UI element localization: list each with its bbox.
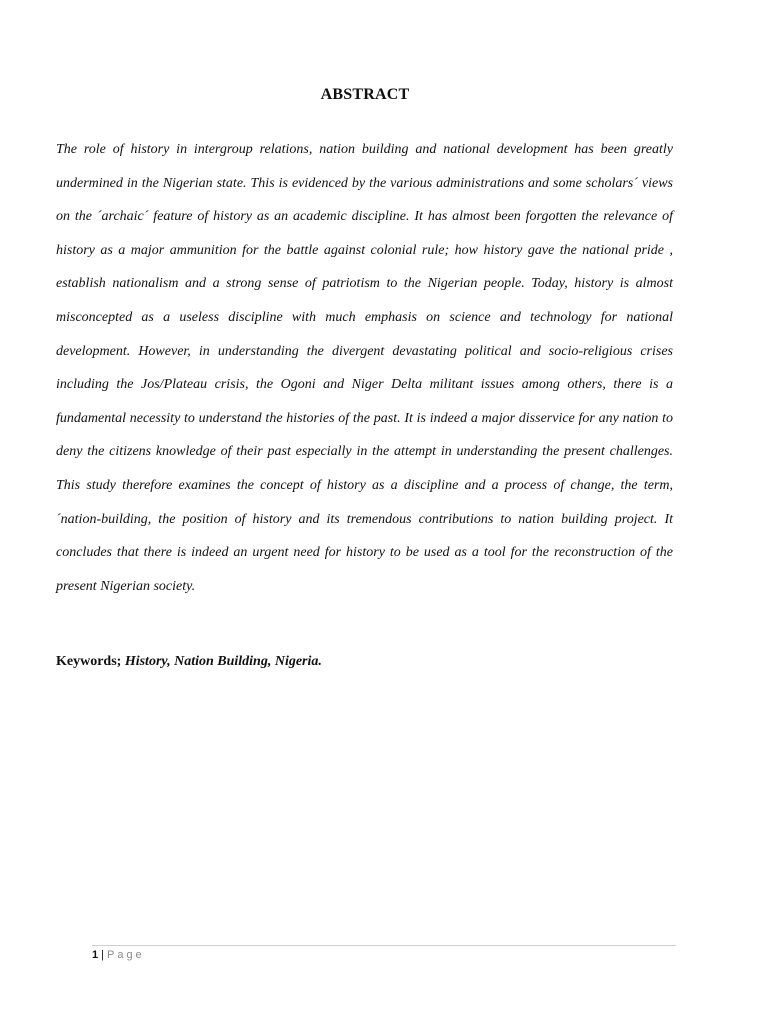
footer-divider [92,945,676,946]
page-label: Page [106,949,145,961]
keywords-line [56,654,673,670]
keywords-values: History, Nation Building, Nigeria. [124,654,322,669]
abstract-body: The role of history in intergroup relations, nation building and national development has been greatly undermined in the Nigerian state. This is evidenced by the various administrations and some scholars´ views on the ´archaic´ feature of history as an academic discipline. It has almost been forgotten the relevance of history as a major ammunition for the battle against colonial rule; how history gave the national pride , establish nationalism and a strong sense of patriotism to the Nigerian people. Today, history is almost misconcepted as a useless discipline with much emphasis on science and technology for national development. However, in understanding the divergent devastating political and socio-religious crises including the Jos/Plateau crisis, the Ogoni and Niger Delta militant issues among others, there is a fundamental necessity to understand the histories of the past. It is indeed a major disservice for any nation to deny the citizens knowledge of their past especially in the attempt in understanding the present challenges. This study therefore examines the concept of history as a discipline and a process of change, the term, ´nation-building, the position of history and its tremendous contributions to nation building project. It concludes that there is indeed an urgent need for history to be used as a tool for the reconstruction of the present Nigerian society. [56,142,673,594]
footer-separator: | [101,949,104,961]
page-number: 1 [92,949,99,961]
page-footer [92,949,145,961]
keywords-label: Keywords; [56,654,122,669]
abstract-heading: ABSTRACT [320,86,410,103]
